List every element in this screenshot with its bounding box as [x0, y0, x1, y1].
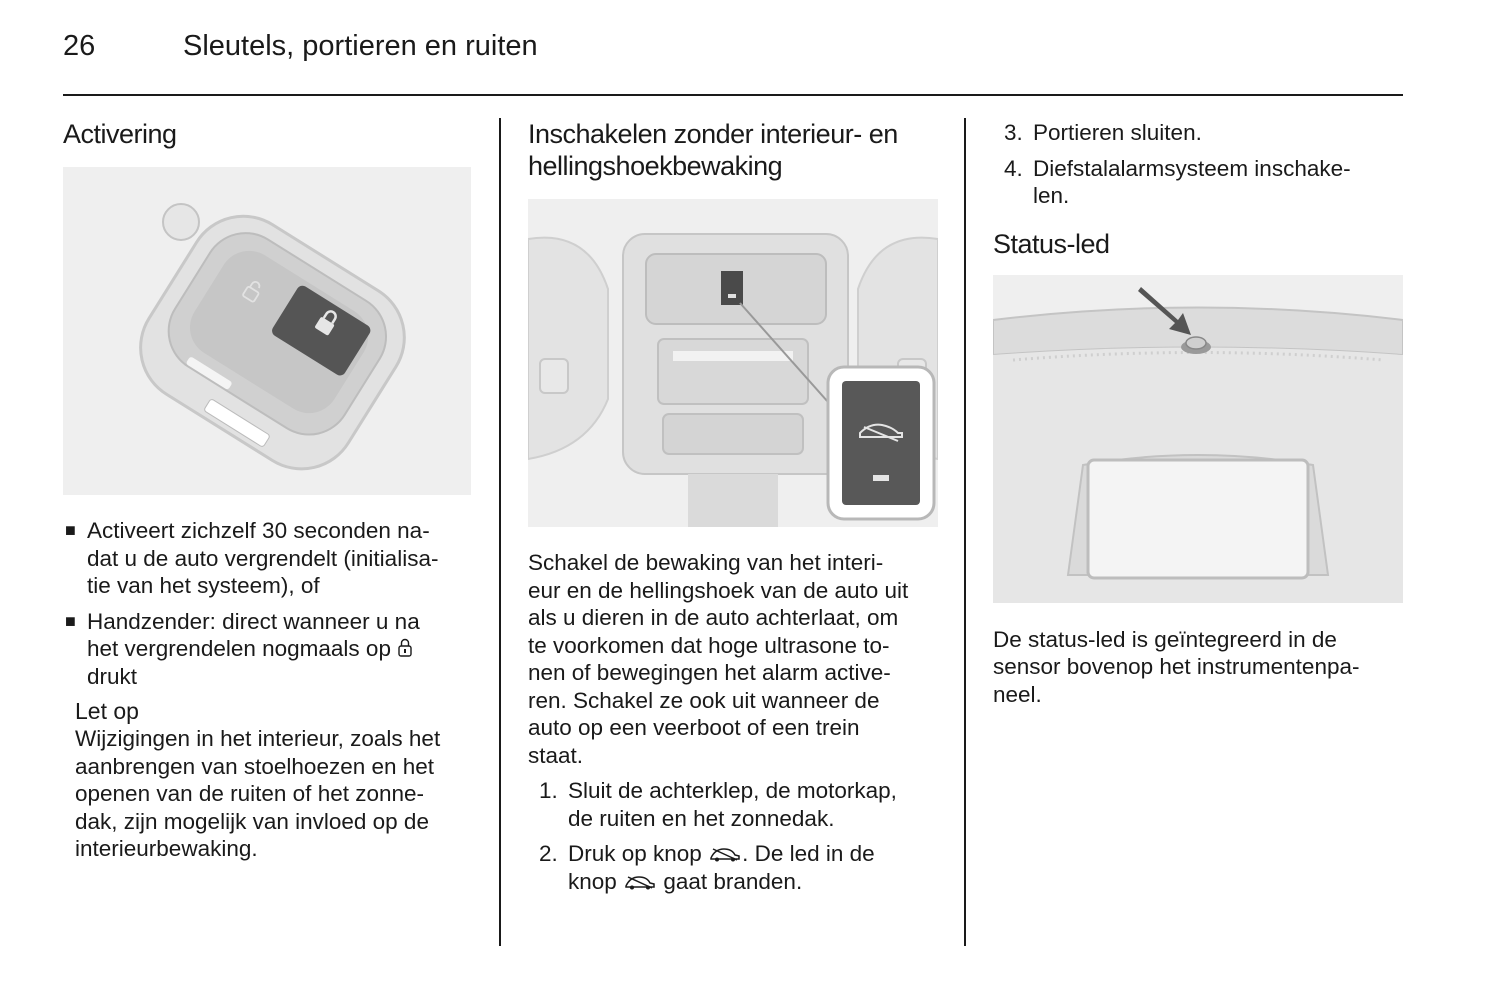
car-alarm-icon: [623, 873, 657, 891]
inschakelen-step-list: [528, 777, 940, 895]
column-divider-2: [964, 118, 966, 946]
key-fob-illustration: [63, 167, 471, 495]
column-inschakelen: [528, 118, 940, 903]
continued-step-list: [993, 119, 1403, 210]
column-activering: [63, 118, 473, 863]
square-bullet-icon: ■: [65, 610, 76, 631]
list-item: 1. Sluit de achterklep, de motorkap, de ruiten en het zonnedak.: [539, 778, 897, 831]
section-heading-activering: Activering: [63, 119, 177, 149]
overhead-console-illustration: [528, 199, 938, 527]
inschakelen-body-text: Schakel de bewaking van het interi- eur en de hellingshoek van de auto uit als u dieren in de auto achterlaat, om te voorkomen dat hoge ultrasone to- nen of bewegingen het alarm active- ren. Schakel ze ook uit wanneer de auto op een veerboot of een trein staat.: [528, 550, 909, 768]
car-alarm-icon: [708, 845, 742, 863]
list-item: 4. Diefstalalarmsysteem inschake- len.: [1004, 155, 1351, 208]
dashboard-sensor-drawing: [993, 275, 1403, 603]
page-title: Sleutels, portieren en ruiten: [183, 30, 538, 62]
note-box: [63, 698, 473, 863]
overhead-console-drawing: [528, 199, 938, 527]
header-rule: [63, 94, 1403, 96]
list-item: 2. Druk op knop . De led in de knop gaat branden.: [539, 841, 875, 894]
status-led-body-text: De status-led is geïntegreerd in de sensor bovenop het instrumentenpa- neel.: [993, 626, 1360, 707]
note-title: Let op: [75, 698, 139, 724]
lock-icon: [397, 638, 413, 658]
dashboard-sensor-illustration: [993, 275, 1403, 603]
section-heading-inschakelen: Inschakelen zonder interieur- en hellingshoekbewaking: [528, 119, 898, 181]
note-text: Wijzigingen in het interieur, zoals het aanbrengen van stoelhoezen en het openen van de ruiten of het zonne- dak, zijn mogelijk van invloed op de interieurbewaking.: [75, 726, 441, 861]
key-fob-drawing: [63, 167, 471, 495]
column-divider-1: [499, 118, 501, 946]
list-item: 3. Portieren sluiten.: [1004, 120, 1202, 145]
list-item: ■ Activeert zichzelf 30 seconden na- dat u de auto vergrendelt (initialisa- tie van het systeem), of: [65, 518, 439, 598]
section-heading-status-led: Status-led: [993, 228, 1110, 259]
column-status-led: [993, 119, 1403, 708]
activation-bullet-list: [63, 517, 473, 690]
square-bullet-icon: ■: [65, 520, 76, 540]
list-item: ■ Handzender: direct wanneer u na het vergrendelen nogmaals op drukt: [65, 608, 420, 689]
page-number: 26: [63, 30, 96, 62]
